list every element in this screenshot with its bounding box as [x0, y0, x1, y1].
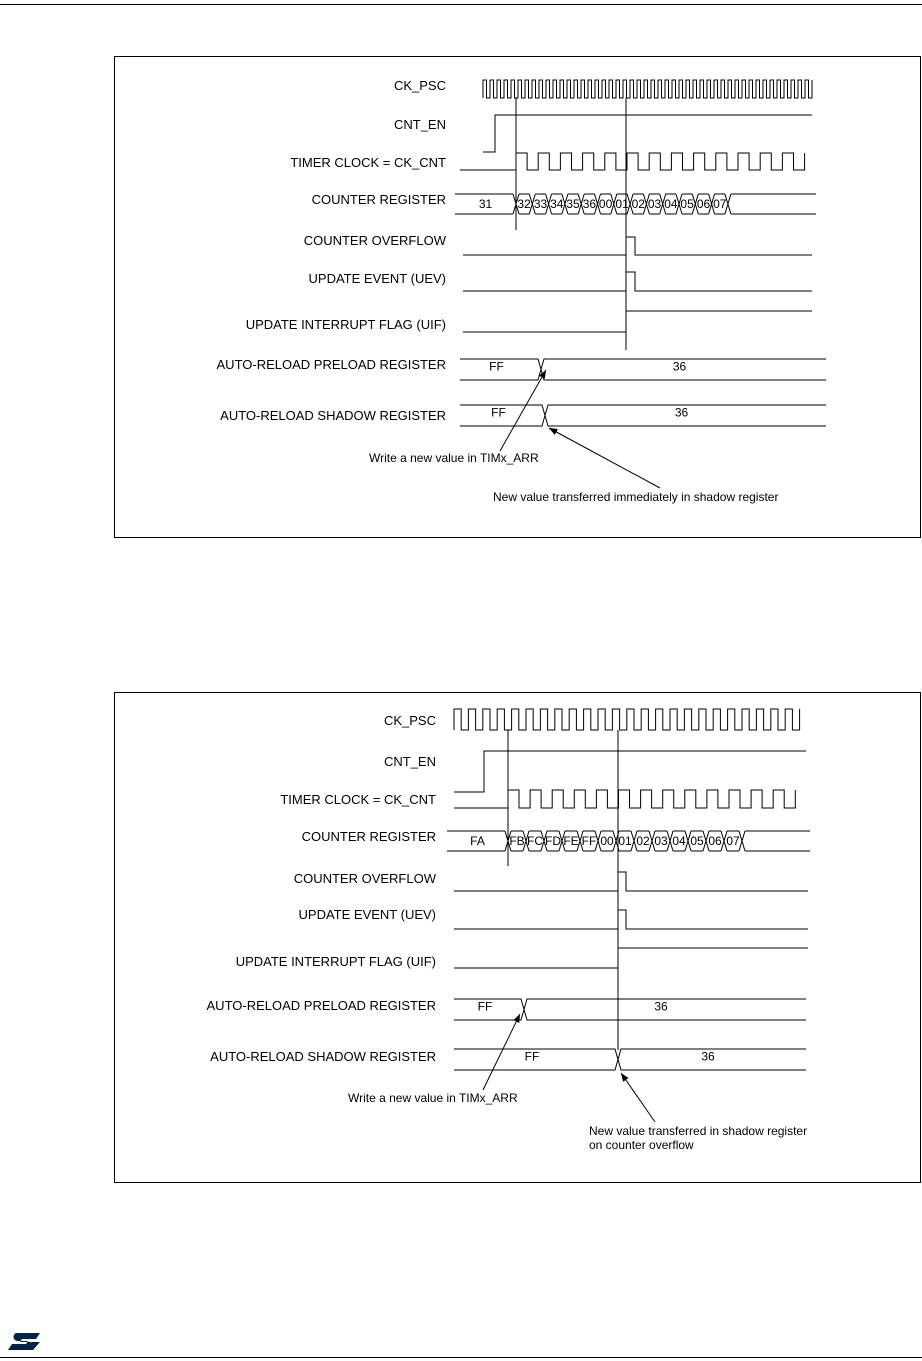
- signal-label-timer-clock: TIMER CLOCK = CK_CNT: [280, 792, 436, 807]
- counter-overflow-waveform: [463, 237, 812, 255]
- signal-label-arr-preload: AUTO-RELOAD PRELOAD REGISTER: [216, 357, 446, 372]
- signal-label-counter-overflow: COUNTER OVERFLOW: [293, 871, 436, 886]
- transfer-annotation-arrow-head: [621, 1073, 629, 1082]
- write-annotation-arrow: [483, 1014, 520, 1090]
- annotation-transfer: on counter overflow: [589, 1138, 694, 1152]
- timer-clock-waveform: [460, 153, 805, 170]
- counter-overflow-waveform: [454, 872, 808, 891]
- counter-transition: [739, 831, 745, 851]
- signal-label-ck-psc: CK_PSC: [393, 78, 446, 93]
- signal-label-update-interrupt-flag: UPDATE INTERRUPT FLAG (UIF): [245, 317, 446, 332]
- arr-shadow-new-value: 36: [701, 1049, 715, 1064]
- counter-value: 00: [598, 197, 613, 211]
- st-logo-icon: [6, 1329, 42, 1353]
- signal-label-cnt-en: CNT_EN: [393, 117, 446, 132]
- counter-value: FB: [509, 834, 525, 848]
- footer-rule: [0, 1357, 922, 1358]
- timing-diagram-2: [207, 709, 810, 1152]
- arr-shadow-new-value: 36: [674, 405, 689, 420]
- counter-value: 01: [615, 197, 629, 211]
- arr-shadow-bus-b: [454, 1049, 806, 1070]
- counter-value: FC: [527, 834, 543, 848]
- signal-label-update-event: UPDATE EVENT (UEV): [298, 907, 436, 922]
- write-annotation-arrow-head: [513, 1014, 520, 1023]
- timing-diagram-1: [217, 78, 826, 504]
- counter-value: FD: [545, 834, 561, 848]
- counter-value: 04: [664, 197, 678, 211]
- signal-label-arr-shadow: AUTO-RELOAD SHADOW REGISTER: [210, 1049, 436, 1064]
- counter-value: 07: [726, 834, 740, 848]
- counter-value: 02: [636, 834, 650, 848]
- update-event-waveform: [463, 272, 812, 291]
- counter-value: 06: [696, 197, 711, 211]
- update-event-waveform: [454, 910, 808, 929]
- signal-label-update-interrupt-flag: UPDATE INTERRUPT FLAG (UIF): [235, 954, 436, 969]
- transfer-annotation-arrow-head: [549, 428, 558, 435]
- write-annotation-arrow: [500, 370, 546, 451]
- arr-preload-bus-a: [454, 999, 806, 1020]
- arr-preload-old-value: FF: [477, 999, 493, 1014]
- counter-value: 04: [672, 834, 686, 848]
- arr-shadow-old-value: FF: [491, 405, 506, 420]
- uif-waveform: [454, 948, 808, 968]
- counter-value: 33: [533, 197, 548, 211]
- counter-value: 36: [582, 197, 597, 211]
- arr-preload-bus-b: [454, 999, 806, 1020]
- signal-label-timer-clock: TIMER CLOCK = CK_CNT: [290, 155, 446, 170]
- arr-shadow-bus-a: [454, 1049, 806, 1070]
- counter-value: 34: [550, 197, 564, 211]
- arr-shadow-old-value: FF: [524, 1049, 540, 1064]
- counter-value: FA: [470, 834, 485, 848]
- counter-value: FE: [563, 834, 579, 848]
- annotation-transfer: New value transferred immediately in shadow register: [493, 490, 779, 504]
- timer-clock-waveform: [454, 790, 795, 808]
- arr-preload-bus-b: [460, 359, 826, 380]
- arr-preload-new-value: 36: [672, 359, 687, 374]
- signal-label-counter-register: COUNTER REGISTER: [311, 192, 446, 207]
- counter-value: 07: [713, 197, 727, 211]
- signal-label-cnt-en: CNT_EN: [383, 754, 436, 769]
- signal-label-arr-shadow: AUTO-RELOAD SHADOW REGISTER: [220, 408, 446, 423]
- transfer-annotation-arrow: [549, 428, 660, 488]
- arr-preload-bus-a: [460, 359, 826, 380]
- arr-preload-old-value: FF: [489, 359, 504, 374]
- signal-label-update-event: UPDATE EVENT (UEV): [308, 271, 446, 286]
- counter-value: 06: [708, 834, 722, 848]
- uif-waveform: [463, 311, 812, 332]
- arr-preload-new-value: 36: [654, 999, 668, 1014]
- counter-value: 03: [647, 197, 662, 211]
- annotation-write: Write a new value in TIMx_ARR: [348, 1091, 518, 1105]
- counter-value: 01: [618, 834, 632, 848]
- counter-value: FF: [581, 834, 597, 848]
- arr-shadow-bus-a: [460, 405, 826, 426]
- counter-value: 31: [478, 197, 493, 211]
- arr-shadow-bus-b: [460, 405, 826, 426]
- counter-value: 05: [690, 834, 704, 848]
- ck-psc-waveform: [454, 709, 800, 730]
- signal-label-ck-psc: CK_PSC: [383, 713, 436, 728]
- transfer-annotation-arrow: [621, 1073, 655, 1122]
- counter-value: 05: [680, 197, 694, 211]
- signal-label-counter-overflow: COUNTER OVERFLOW: [303, 233, 446, 248]
- cnt-en-waveform: [483, 115, 812, 152]
- annotation-write: Write a new value in TIMx_ARR: [369, 451, 539, 465]
- signal-label-arr-preload: AUTO-RELOAD PRELOAD REGISTER: [206, 998, 436, 1013]
- counter-value: 03: [654, 834, 668, 848]
- counter-value: 35: [566, 197, 580, 211]
- ck-psc-waveform: [483, 80, 812, 98]
- annotation-transfer: New value transferred in shadow register: [589, 1124, 808, 1138]
- counter-value: 00: [600, 834, 614, 848]
- cnt-en-waveform: [454, 751, 806, 792]
- counter-value: 32: [517, 197, 531, 211]
- signal-label-counter-register: COUNTER REGISTER: [301, 829, 436, 844]
- counter-value: 02: [631, 197, 645, 211]
